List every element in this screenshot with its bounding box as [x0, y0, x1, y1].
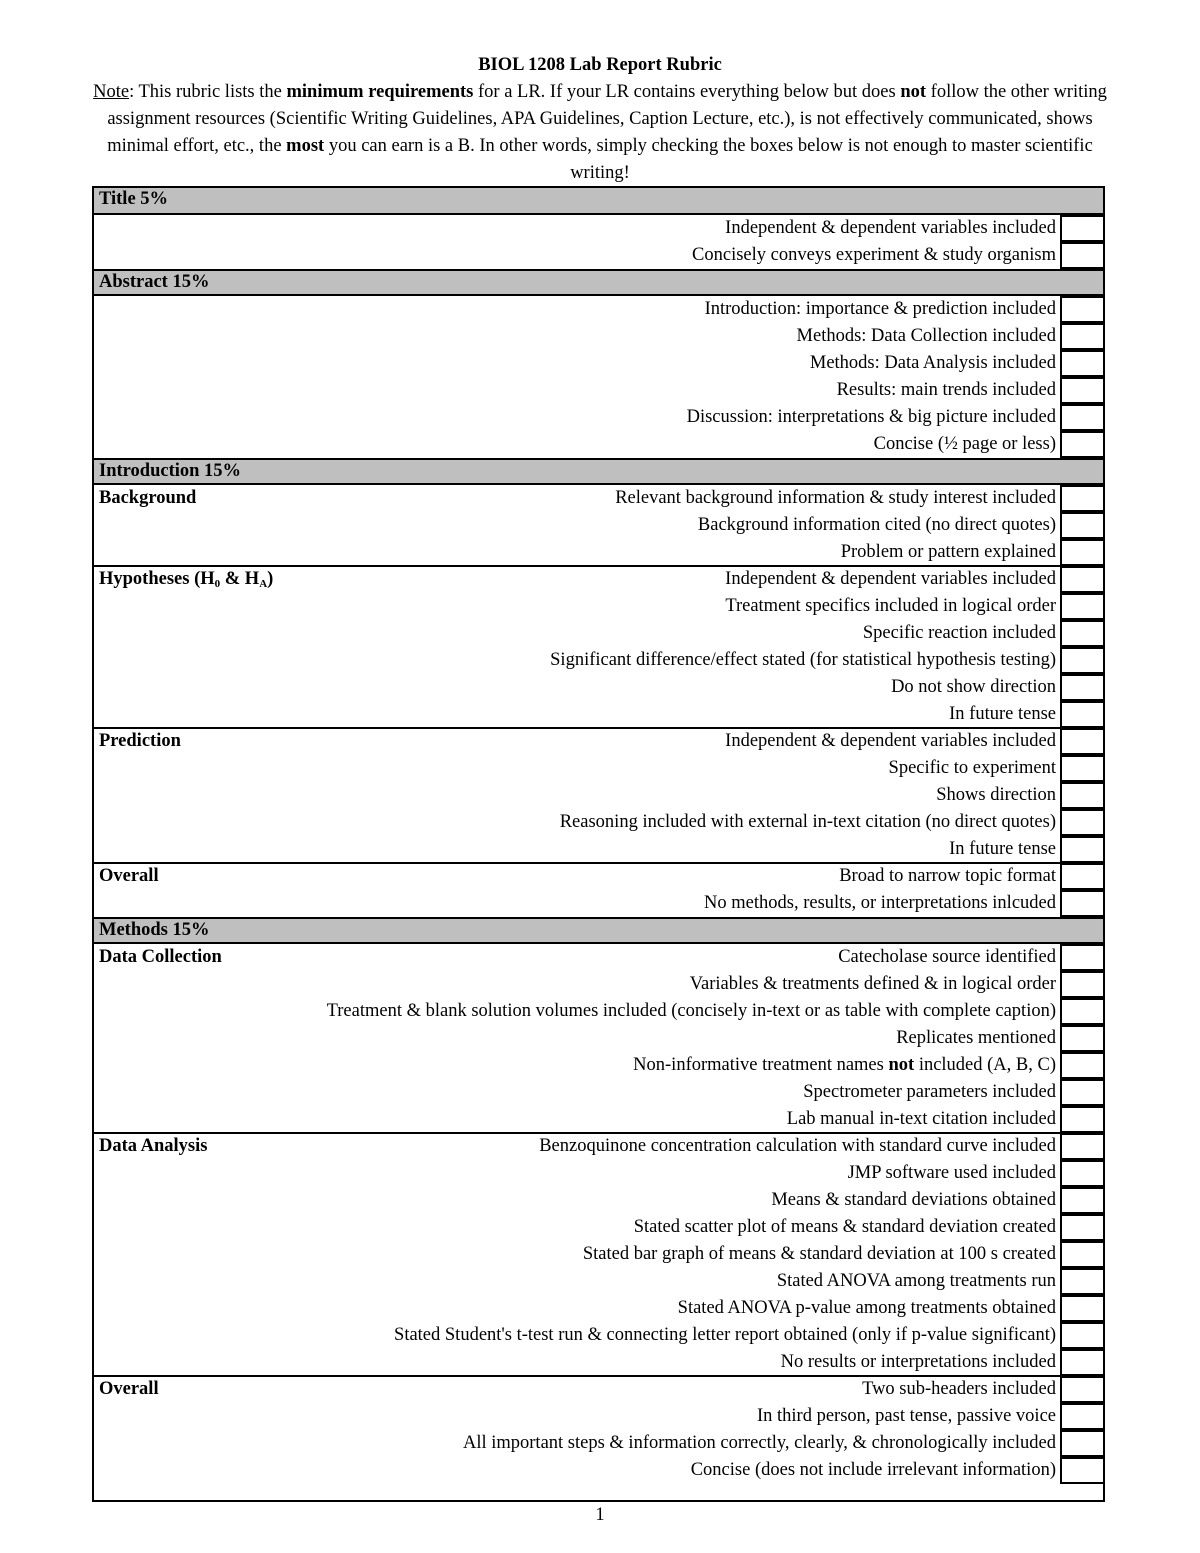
- criterion-text: Means & standard deviations obtained: [771, 1190, 1056, 1210]
- checkbox[interactable]: [1060, 782, 1103, 809]
- subsection-label-background: Background: [99, 488, 197, 508]
- data-analysis-criterion: [94, 1322, 1060, 1349]
- section-header-introduction: Introduction 15%: [94, 458, 1103, 485]
- background-criterion: [94, 539, 1060, 566]
- subsection-label-data-collection: Data Collection: [99, 947, 222, 967]
- checkbox[interactable]: [1060, 1187, 1103, 1214]
- background-criterion: [94, 485, 1060, 512]
- data-collection-criterion: [94, 944, 1060, 971]
- data-collection-criterion: [94, 971, 1060, 998]
- label-text: ): [267, 569, 274, 589]
- criterion-text: In third person, past tense, passive voice: [756, 1406, 1056, 1426]
- checkbox[interactable]: [1060, 296, 1103, 323]
- data-collection-criterion: [94, 1052, 1060, 1079]
- checkbox[interactable]: [1060, 404, 1103, 431]
- criterion-text: In future tense: [949, 839, 1056, 859]
- checkbox[interactable]: [1060, 701, 1103, 728]
- subsection-label-prediction: Prediction: [99, 731, 181, 751]
- criterion-text: Independent & dependent variables included: [725, 569, 1056, 589]
- checkbox[interactable]: [1060, 1025, 1103, 1052]
- checkbox[interactable]: [1060, 539, 1103, 566]
- criterion-text: Independent & dependent variables included: [725, 218, 1056, 238]
- note-text: for a LR. If your LR contains everything below but does: [473, 82, 901, 102]
- label-text: Hypotheses (H: [99, 569, 215, 589]
- criterion-text: Discussion: interpretations & big picture included: [686, 407, 1056, 427]
- criterion-text: included (A, B, C): [914, 1055, 1056, 1075]
- criterion-text: Variables & treatments defined & in logical order: [689, 974, 1056, 994]
- criterion-text: Relevant background information & study interest included: [615, 488, 1056, 508]
- criterion-text: Concisely conveys experiment & study organism: [692, 245, 1056, 265]
- methods-overall-criterion: [94, 1430, 1060, 1457]
- data-collection-criterion: [94, 1079, 1060, 1106]
- hypotheses-criterion: [94, 593, 1060, 620]
- checkbox[interactable]: [1060, 620, 1103, 647]
- note-label: Note: [93, 82, 130, 102]
- note-text: you can earn is a B. In other words, simply checking the boxes below is not enough to master scientific writing!: [324, 136, 1093, 183]
- criterion-text: Reasoning included with external in-text citation (no direct quotes): [559, 812, 1056, 832]
- note-text: : This rubric lists the: [129, 82, 287, 102]
- checkbox[interactable]: [1060, 1079, 1103, 1106]
- hypotheses-criterion: [94, 701, 1060, 728]
- data-analysis-criterion: [94, 1160, 1060, 1187]
- data-analysis-criterion: [94, 1187, 1060, 1214]
- document-title: BIOL 1208 Lab Report Rubric: [478, 55, 722, 75]
- hypotheses-criterion: [94, 674, 1060, 701]
- criterion-text: No methods, results, or interpretations inlcuded: [704, 893, 1056, 913]
- checkbox[interactable]: [1060, 377, 1103, 404]
- criterion-text: Concise (½ page or less): [873, 434, 1056, 454]
- intro-overall-criterion: [94, 890, 1060, 917]
- checkbox[interactable]: [1060, 1214, 1103, 1241]
- checkbox[interactable]: [1060, 836, 1103, 863]
- intro-overall-criterion: [94, 863, 1060, 890]
- criterion-text: In future tense: [949, 704, 1056, 724]
- checkbox[interactable]: [1060, 1295, 1103, 1322]
- criterion-text: Spectrometer parameters included: [803, 1082, 1056, 1102]
- criterion-text: Problem or pattern explained: [840, 542, 1056, 562]
- criterion-text: Results: main trends included: [836, 380, 1056, 400]
- rubric-header: [90, 52, 1110, 187]
- criterion-text: Methods: Data Analysis included: [809, 353, 1056, 373]
- section-header-methods: Methods 15%: [94, 917, 1103, 944]
- checkbox[interactable]: [1060, 1349, 1103, 1376]
- criterion-text: Independent & dependent variables included: [725, 731, 1056, 751]
- checkbox[interactable]: [1060, 944, 1103, 971]
- criterion-text: Replicates mentioned: [896, 1028, 1056, 1048]
- checkbox[interactable]: [1060, 242, 1103, 269]
- checkbox[interactable]: [1060, 998, 1103, 1025]
- checkbox[interactable]: [1060, 647, 1103, 674]
- section-header-abstract: Abstract 15%: [94, 269, 1103, 296]
- data-analysis-criterion: [94, 1268, 1060, 1295]
- criterion-text: Broad to narrow topic format: [839, 866, 1056, 886]
- prediction-criterion: [94, 836, 1060, 863]
- subsection-label-methods-overall: Overall: [99, 1379, 159, 1399]
- checkbox[interactable]: [1060, 566, 1103, 593]
- abstract-criterion: [94, 404, 1060, 431]
- checkbox[interactable]: [1060, 485, 1103, 512]
- note-emphasis: not: [900, 82, 927, 102]
- criterion-text: Treatment specifics included in logical order: [725, 596, 1056, 616]
- checkbox[interactable]: [1060, 809, 1103, 836]
- checkbox[interactable]: [1060, 1457, 1103, 1484]
- subsection-label-intro-overall: Overall: [99, 866, 159, 886]
- abstract-criterion: [94, 431, 1060, 458]
- checkbox[interactable]: [1060, 971, 1103, 998]
- note-paragraph: [90, 79, 1110, 187]
- checkbox[interactable]: [1060, 1322, 1103, 1349]
- criterion-text: Methods: Data Collection included: [796, 326, 1056, 346]
- prediction-criterion: [94, 809, 1060, 836]
- prediction-criterion: [94, 728, 1060, 755]
- criterion-text: Do not show direction: [891, 677, 1056, 697]
- checkbox[interactable]: [1060, 890, 1103, 917]
- checkbox[interactable]: [1060, 1052, 1103, 1079]
- criterion-text: Shows direction: [936, 785, 1056, 805]
- checkbox[interactable]: [1060, 755, 1103, 782]
- checkbox[interactable]: [1060, 1133, 1103, 1160]
- checkbox[interactable]: [1060, 1241, 1103, 1268]
- checkbox[interactable]: [1060, 1106, 1103, 1133]
- criterion-text: Lab manual in-text citation included: [786, 1109, 1056, 1129]
- abstract-criterion: [94, 323, 1060, 350]
- checkbox[interactable]: [1060, 1376, 1103, 1403]
- criterion-text: Treatment & blank solution volumes included (concisely in-text or as table with complete caption): [326, 1001, 1056, 1021]
- checkbox[interactable]: [1060, 674, 1103, 701]
- criterion-text: Concise (does not include irrelevant information): [690, 1460, 1056, 1480]
- criterion-emphasis: not: [888, 1055, 915, 1075]
- prediction-criterion: [94, 782, 1060, 809]
- checkbox[interactable]: [1060, 1160, 1103, 1187]
- methods-overall-criterion: [94, 1403, 1060, 1430]
- criterion-text: Benzoquinone concentration calculation with standard curve included: [539, 1136, 1056, 1156]
- note-emphasis: most: [286, 136, 325, 156]
- checkbox[interactable]: [1060, 728, 1103, 755]
- criterion-text: Stated scatter plot of means & standard deviation created: [633, 1217, 1056, 1237]
- data-analysis-criterion: [94, 1349, 1060, 1376]
- background-criterion: [94, 512, 1060, 539]
- methods-overall-criterion: [94, 1457, 1060, 1484]
- checkbox[interactable]: [1060, 512, 1103, 539]
- checkbox[interactable]: [1060, 1403, 1103, 1430]
- checkbox[interactable]: [1060, 431, 1103, 458]
- label-text: & H: [220, 569, 260, 589]
- criterion-text: Specific reaction included: [862, 623, 1056, 643]
- criterion-text: Background information cited (no direct quotes): [697, 515, 1056, 535]
- criterion-text: Stated ANOVA p-value among treatments obtained: [677, 1298, 1056, 1318]
- data-collection-criterion: [94, 998, 1060, 1025]
- section-header-title: Title 5%: [94, 188, 1103, 215]
- data-analysis-criterion: [94, 1241, 1060, 1268]
- hypotheses-criterion: [94, 620, 1060, 647]
- note-text: follow the other writing assignment resources (Scientific Writing Guidelines, APA Guidelines, Caption Lecture, etc.), is not effectively communicated, shows minimal effort, etc., the: [107, 82, 1107, 156]
- prediction-criterion: [94, 755, 1060, 782]
- hypotheses-criterion: [94, 566, 1060, 593]
- criterion-text: All important steps & information correctly, clearly, & chronologically included: [462, 1433, 1056, 1453]
- hypotheses-criterion: [94, 647, 1060, 674]
- label-subscript: A: [259, 578, 268, 590]
- checkbox[interactable]: [1060, 1268, 1103, 1295]
- abstract-criterion: [94, 350, 1060, 377]
- criterion-text: JMP software used included: [847, 1163, 1056, 1183]
- note-emphasis: minimum requirements: [286, 82, 474, 102]
- title-criterion: [94, 215, 1060, 242]
- criterion-text: No results or interpretations included: [780, 1352, 1056, 1372]
- page-number: 1: [595, 1505, 605, 1525]
- subsection-label-data-analysis: Data Analysis: [99, 1136, 208, 1156]
- data-analysis-criterion: [94, 1133, 1060, 1160]
- checkbox[interactable]: [1060, 215, 1103, 242]
- rubric-table: [92, 186, 1105, 1502]
- label-subscript: 0: [214, 578, 221, 590]
- criterion-text: Significant difference/effect stated (for statistical hypothesis testing): [550, 650, 1056, 670]
- abstract-criterion: [94, 377, 1060, 404]
- criterion-text: Stated Student's t-test run & connecting letter report obtained (only if p-value significant): [394, 1325, 1056, 1345]
- criterion-text: Non-informative treatment names: [633, 1055, 889, 1075]
- title-criterion: [94, 242, 1060, 269]
- criterion-text: Stated bar graph of means & standard deviation at 100 s created: [582, 1244, 1056, 1264]
- checkbox[interactable]: [1060, 323, 1103, 350]
- criterion-text: Stated ANOVA among treatments run: [776, 1271, 1056, 1291]
- data-analysis-criterion: [94, 1214, 1060, 1241]
- checkbox[interactable]: [1060, 593, 1103, 620]
- methods-overall-criterion: [94, 1376, 1060, 1403]
- data-collection-criterion: [94, 1106, 1060, 1133]
- criterion-text: Introduction: importance & prediction included: [704, 299, 1056, 319]
- checkbox[interactable]: [1060, 350, 1103, 377]
- criterion-text: Two sub-headers included: [862, 1379, 1056, 1399]
- criterion-text: Catecholase source identified: [838, 947, 1056, 967]
- data-collection-criterion: [94, 1025, 1060, 1052]
- criterion-text: Specific to experiment: [888, 758, 1056, 778]
- checkbox[interactable]: [1060, 1430, 1103, 1457]
- abstract-criterion: [94, 296, 1060, 323]
- checkbox[interactable]: [1060, 863, 1103, 890]
- data-analysis-criterion: [94, 1295, 1060, 1322]
